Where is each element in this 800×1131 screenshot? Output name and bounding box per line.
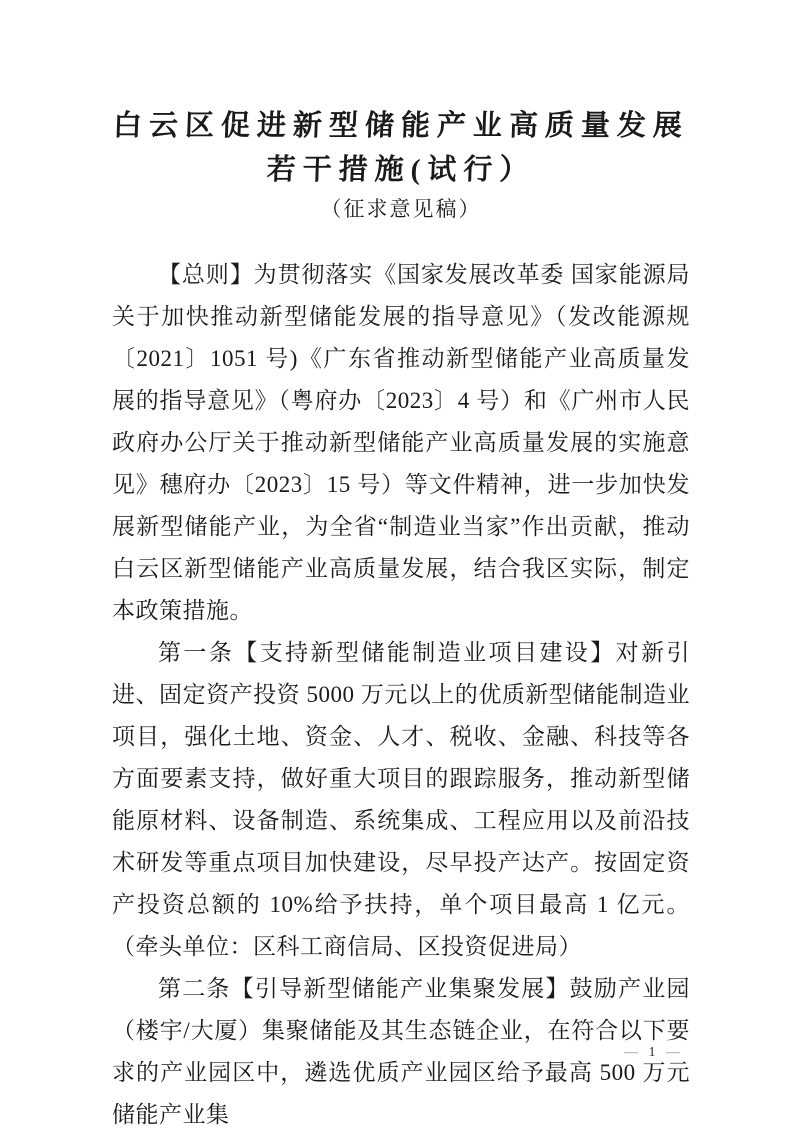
page-number-dash-left: —: [624, 1045, 640, 1060]
title-block: [112, 0, 690, 226]
page-number: 1: [648, 1045, 658, 1060]
page-number-dash-right: —: [666, 1045, 682, 1060]
document-title-line-1: 白云区促进新型储能产业高质量发展: [112, 110, 690, 142]
paragraph-article-1: 第一条【支持新型储能制造业项目建设】对新引进、固定资产投资 5000 万元以上的优质新型储能制造业项目，强化土地、资金、人才、税收、金融、科技等各方面要素支持，做好重大项目的跟踪服务，推动新型储能原材料、设备制造、系统集成、工程应用以及前沿技术研发等重点项目加快建设，尽早投产达产。按固定资产投资总额的 10%给予扶持，单个项目最高 1 亿元。（牵头单位：区科工商信局、区投资促进局）: [112, 640, 690, 959]
document-body: [112, 254, 690, 1131]
paragraph-article-2: 第二条【引导新型储能产业集聚发展】鼓励产业园（楼宇/大厦）集聚储能及其生态链企业，在符合以下要求的产业园区中，遴选优质产业园区给予最高 500 万元储能产业集: [112, 976, 690, 1127]
page-number-footer: [624, 1044, 682, 1062]
paragraph-general-provisions: 【总则】为贯彻落实《国家发展改革委 国家能源局关于加快推动新型储能发展的指导意见》（发改能源规〔2021〕1051 号)《广东省推动新型储能产业高质量发展的指导意见》（粤府办〔2023〕4 号）和《广州市人民政府办公厅关于推动新型储能产业高质量发展的实施意见》穗府办〔2023〕15 号）等文件精神，进一步加快发展新型储能产业，为全省“制造业当家”作出贡献，推动白云区新型储能产业高质量发展，结合我区实际，制定本政策措施。: [112, 262, 690, 623]
document-title-line-2: 若干措施(试行）: [266, 154, 536, 186]
document-subtitle: （征求意见稿）: [320, 197, 482, 221]
document-content: [112, 0, 690, 1131]
